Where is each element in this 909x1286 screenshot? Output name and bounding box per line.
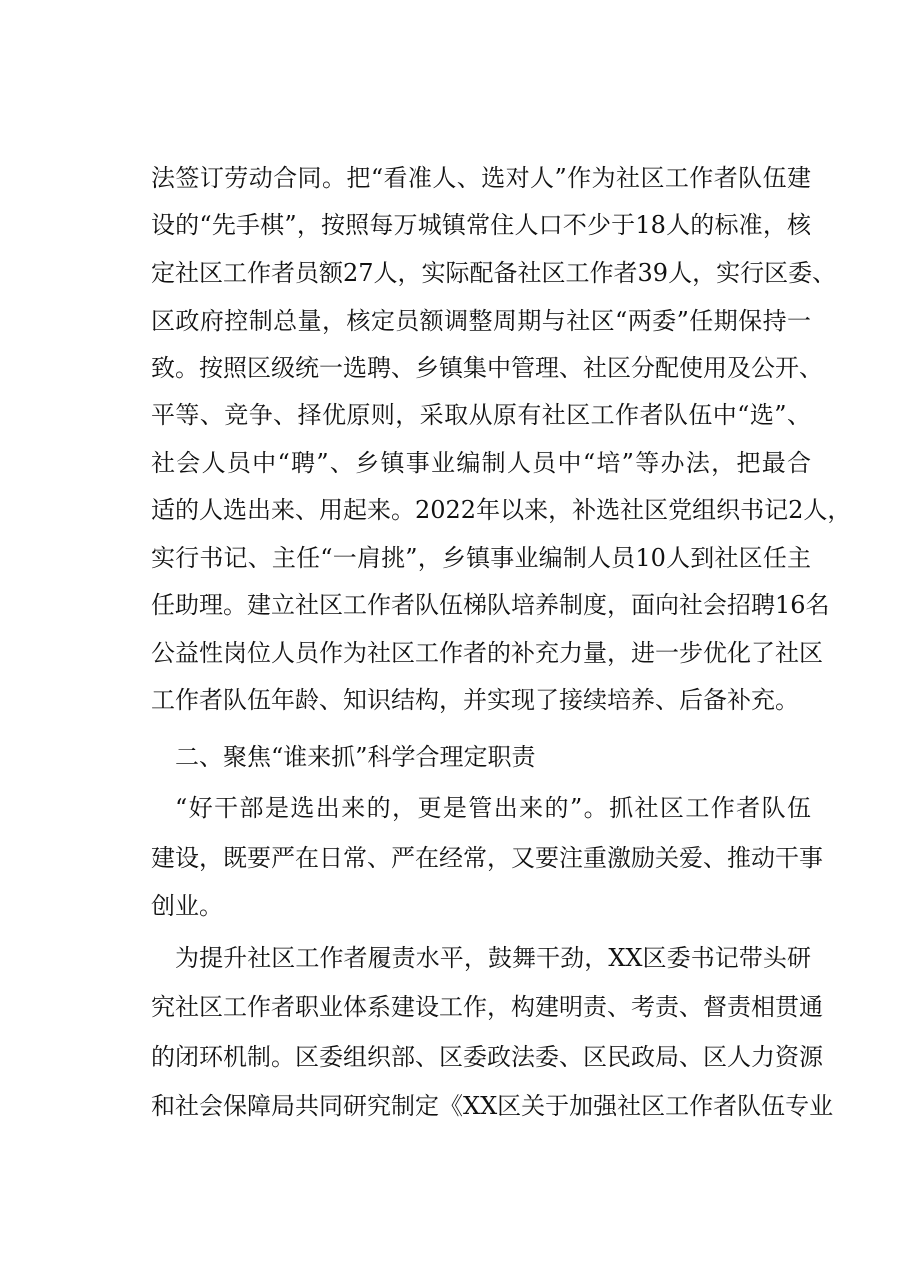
- paragraph-1-line-5: 致。按照区级统一选聘、乡镇集中管理、社区分配使用及公开、: [151, 354, 823, 382]
- paragraph-1-line-6: 平等、竞争、择优原则，采取从原有社区工作者队伍中“选”、: [151, 401, 811, 429]
- paragraph-1-line-10: 任助理。建立社区工作者队伍梯队培养制度，面向社会招聘16名: [151, 591, 830, 619]
- paragraph-2-line-1: “好干部是选出来的，更是管出来的”。抓社区工作者队伍: [175, 794, 811, 822]
- section-heading: 二、聚焦“谁来抓”科学合理定职责: [175, 743, 536, 771]
- paragraph-1-line-2: 设的“先手棋”，按照每万城镇常住人口不少于18人的标准，核: [151, 211, 811, 239]
- paragraph-1-line-3: 定社区工作者员额27人，实际配备社区工作者39人，实行区委、: [151, 259, 837, 287]
- paragraph-2-line-2: 建设，既要严在日常、严在经常，又要注重激励关爱、推动干事: [151, 844, 823, 872]
- paragraph-1-line-8: 适的人选出来、用起来。2022年以来，补选社区党组织书记2人，: [151, 496, 852, 524]
- paragraph-3-line-4: 和社会保障局共同研究制定《XX区关于加强社区工作者队伍专业: [151, 1092, 834, 1120]
- paragraph-1-line-7: 社会人员中“聘”、乡镇事业编制人员中“培”等办法，把最合: [151, 449, 811, 477]
- paragraph-1-line-9: 实行书记、主任“一肩挑”，乡镇事业编制人员10人到社区任主: [151, 544, 811, 572]
- paragraph-2-line-3: 创业。: [151, 892, 223, 920]
- paragraph-1-line-4: 区政府控制总量，核定员额调整周期与社区“两委”任期保持一: [151, 307, 811, 335]
- paragraph-1-line-1: 法签订劳动合同。把“看准人、选对人”作为社区工作者队伍建: [151, 164, 811, 192]
- paragraph-1-line-12: 工作者队伍年龄、知识结构，并实现了接续培养、后备补充。: [151, 686, 799, 714]
- paragraph-3-line-3: 的闭环机制。区委组织部、区委政法委、区民政局、区人力资源: [151, 1043, 823, 1071]
- paragraph-1-line-11: 公益性岗位人员作为社区工作者的补充力量，进一步优化了社区: [151, 639, 823, 667]
- paragraph-3-line-2: 究社区工作者职业体系建设工作，构建明责、考责、督责相贯通: [151, 993, 823, 1021]
- paragraph-3-line-1: 为提升社区工作者履责水平，鼓舞干劲，XX区委书记带头研: [175, 944, 811, 972]
